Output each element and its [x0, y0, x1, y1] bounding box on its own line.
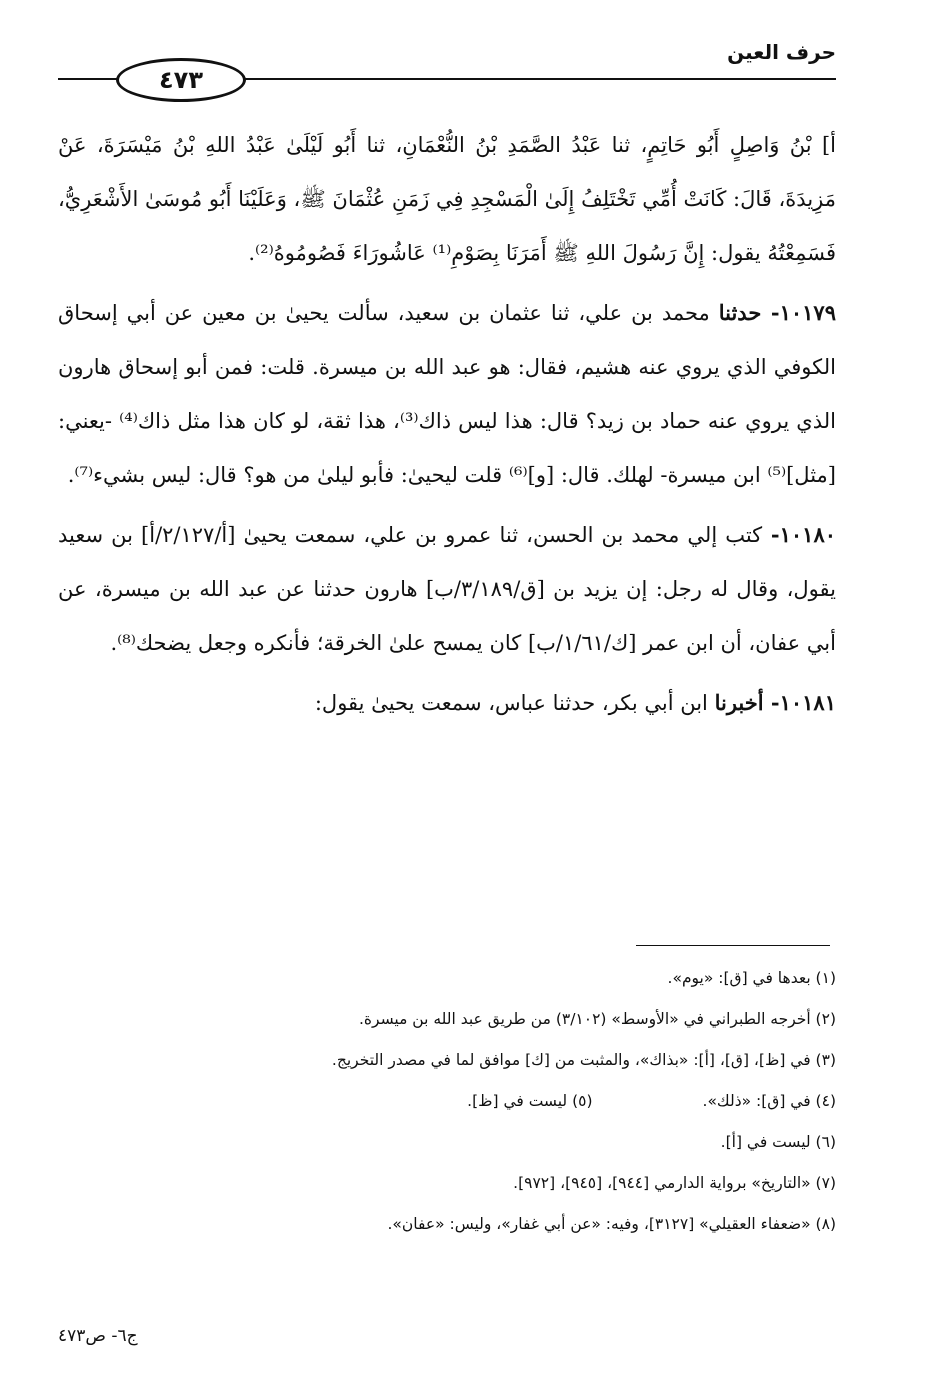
hadith-number: ١٠١٧٩	[779, 300, 836, 325]
hadith-number: ١٠١٨١	[779, 690, 836, 715]
footnote: (٧) «التاريخ» برواية الدارمي [٩٤٤]، [٩٤٥]، [٩٧٢].	[513, 1174, 836, 1192]
footnote-pair	[58, 1081, 836, 1122]
footnotes	[58, 958, 836, 1245]
main-text	[58, 118, 836, 730]
footnote: (٢) أخرجه الطبراني في «الأوسط» (٣/١٠٢) من طريق عبد الله بن ميسرة.	[358, 1010, 836, 1028]
footnote-separator	[636, 945, 830, 946]
hadith-paragraph: ١٠١٨٠- كتب إلي محمد بن الحسن، ثنا عمرو بن علي، سمعت يحيىٰ [أ/٢/١٢٧/أ] بن سعيد يقول، وقال له رجل: إن يزيد بن [ق/٣/١٨٩/ب] هارون حدثنا عن عبد الله بن ميسرة، عن أبي عفان، أن ابن عمر [ك/١/٦١/ب] كان يمسح علىٰ الخرقة؛ فأنكره وجعل يضحك⁽⁸⁾.	[58, 522, 837, 655]
footnote: (٨) «ضعفاء العقيلي» [٣١٢٧]، وفيه: «عن أبي غفار»، وليس: «عفان».	[387, 1215, 836, 1233]
paragraph-text: كتب إلي محمد بن الحسن، ثنا عمرو بن علي، سمعت يحيىٰ [أ/٢/١٢٧/أ] بن سعيد يقول، وقال له رجل: إن يزيد بن [ق/٣/١٨٩/ب] هارون حدثنا عن عبد الله بن ميسرة، عن أبي عفان، أن ابن عمر [ك/١/٦١/ب] كان يمسح علىٰ الخرقة؛ فأنكره وجعل يضحك⁽⁸⁾.	[58, 523, 836, 655]
footnote: (٣) في [ظ]، [ق]، [أ]: «بذاك»، والمثبت من [ك] موافق لما في مصدر التخريج.	[331, 1051, 836, 1069]
paragraph-text: محمد بن علي، ثنا عثمان بن سعيد، سألت يحيىٰ بن معين عن أبي إسحاق الكوفي الذي يروي عنه هشيم، فقال: هو عبد الله بن ميسرة. قلت: فمن أبو إسحاق هارون الذي يروي عنه حماد بن زيد؟ قال: هذا ليس ذاك⁽³⁾، هذا ثقة، لو كان هذا مثل ذاك⁽⁴⁾ -يعني: [مثل]⁽⁵⁾ ابن ميسرة- لهلك. قال: [و]⁽⁶⁾ قلت ليحيىٰ: فأبو ليلىٰ من هو؟ قال: ليس بشيء⁽⁷⁾.	[58, 301, 836, 487]
page-number: ٤٧٣	[159, 66, 203, 94]
chapter-title: حرف العين	[727, 40, 836, 64]
footnote: (١) بعدها في [ق]: «يوم».	[667, 969, 836, 987]
paragraph-text: ابن أبي بكر، حدثنا عباس، سمعت يحيىٰ يقول:	[314, 691, 708, 715]
page-footer: ج٦- ص٤٧٣	[58, 1326, 138, 1346]
paragraph-continuation	[58, 118, 836, 280]
footnote: (٦) ليست في [أ].	[720, 1133, 836, 1151]
footnote: (٥) ليست في [ظ].	[467, 1092, 593, 1110]
hadith-keyword: حدثنا	[718, 300, 762, 325]
hadith-paragraph: ١٠١٨١- أخبرنا ابن أبي بكر، حدثنا عباس، سمعت يحيىٰ يقول:	[314, 690, 836, 715]
hadith-paragraph: ١٠١٧٩- حدثنا محمد بن علي، ثنا عثمان بن سعيد، سألت يحيىٰ بن معين عن أبي إسحاق الكوفي الذي يروي عنه هشيم، فقال: هو عبد الله بن ميسرة. قلت: فمن أبو إسحاق هارون الذي يروي عنه حماد بن زيد؟ قال: هذا ليس ذاك⁽³⁾، هذا ثقة، لو كان هذا مثل ذاك⁽⁴⁾ -يعني: [مثل]⁽⁵⁾ ابن ميسرة- لهلك. قال: [و]⁽⁶⁾ قلت ليحيىٰ: فأبو ليلىٰ من هو؟ قال: ليس بشيء⁽⁷⁾.	[58, 300, 836, 487]
paragraph-text: أ] بْنُ وَاصِلٍ أَبُو حَاتِمٍ، ثنا عَبْدُ الصَّمَدِ بْنُ النُّعْمَانِ، ثنا أَبُو لَيْلَىٰ عَبْدُ اللهِ بْنُ مَيْسَرَةَ، عَنْ مَزِيدَةَ، قَالَ: كَانَتْ أُمِّي تَخْتَلِفُ إِلَىٰ الْمَسْجِدِ فِي زَمَنِ عُثْمَانَ ﷺ، وَعَلَيْنَا أَبُو مُوسَىٰ الأَشْعَرِيُّ، فَسَمِعْتُهُ يقول: إِنَّ رَسُولَ اللهِ ﷺ أَمَرَنَا بِصَوْمِ⁽¹⁾ عَاشُورَاءَ فَصُومُوهُ⁽²⁾.	[58, 133, 836, 265]
page-header	[58, 34, 836, 104]
hadith-keyword: أخبرنا	[714, 690, 764, 715]
page-number-badge	[116, 58, 246, 102]
hadith-number: ١٠١٨٠	[779, 522, 837, 547]
footnote: (٤) في [ق]: «ذلك».	[702, 1092, 836, 1110]
